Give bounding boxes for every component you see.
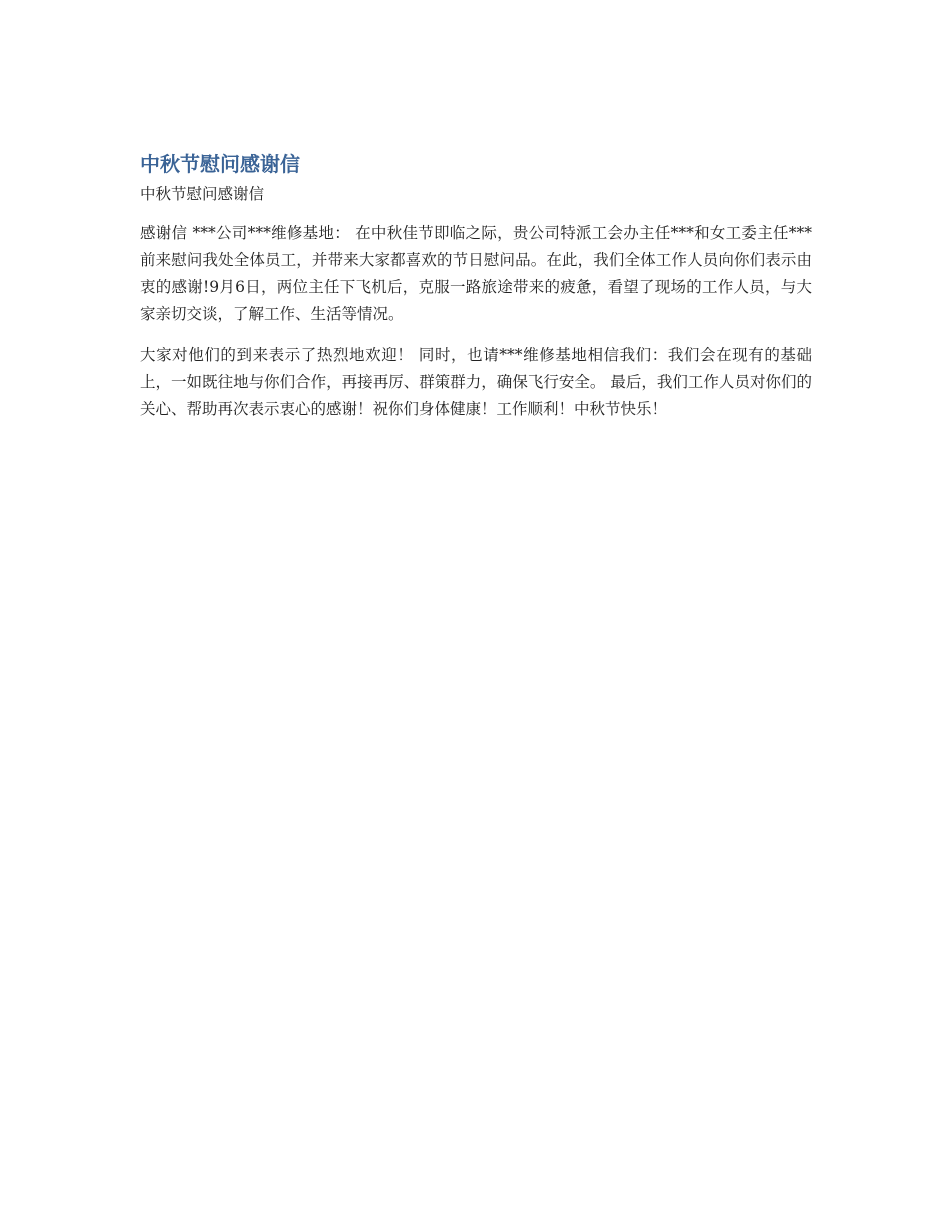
- paragraph-2: 大家对他们的到来表示了热烈地欢迎！ 同时，也请***维修基地相信我们：我们会在现有的基础上，一如既往地与你们合作，再接再厉、群策群力，确保飞行安全。 最后，我们工作人员对你们的关心、帮助再次表示衷心的感谢！祝你们身体健康！工作顺利！中秋节快乐！: [140, 346, 812, 418]
- document-title: 中秋节慰问感谢信: [140, 152, 300, 176]
- document-page: [140, 150, 812, 437]
- paragraph-1: 感谢信 ***公司***维修基地： 在中秋佳节即临之际，贵公司特派工会办主任***和女工委主任***前来慰问我处全体员工，并带来大家都喜欢的节日慰问品。在此，我们全体工作人员向你们表示由衷的感谢!9月6日，两位主任下飞机后，克服一路旅途带来的疲惫，看望了现场的工作人员，与大家亲切交谈，了解工作、生活等情况。: [140, 224, 812, 323]
- document-subtitle: 中秋节慰问感谢信: [140, 185, 265, 203]
